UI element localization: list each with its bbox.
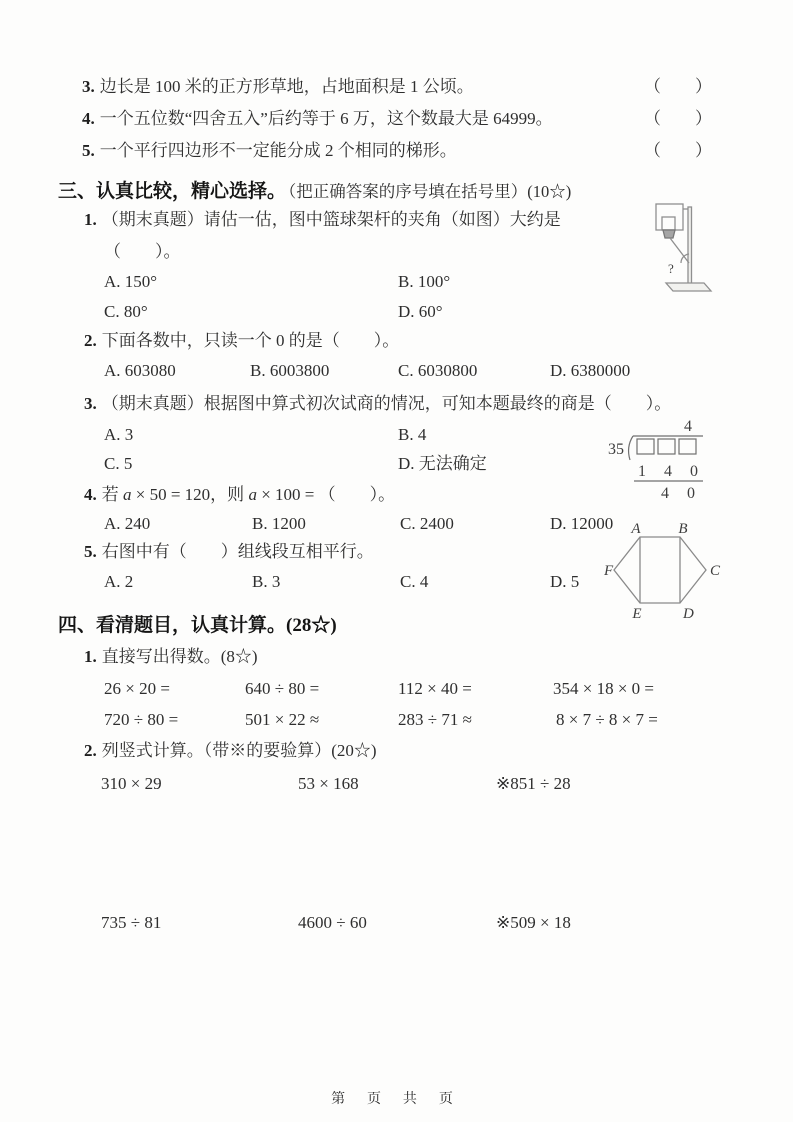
true-false-item-4: [0, 108, 793, 134]
subsection-text-group: [84, 740, 377, 761]
subsection-number: 2.: [84, 741, 97, 760]
question-number: 3.: [84, 394, 97, 413]
expression: 4600 ÷ 60: [298, 913, 367, 932]
expression: 283 ÷ 71 ≈: [398, 710, 472, 729]
oral-calc-row-2: [0, 709, 793, 735]
hexagon-figure: [604, 521, 722, 623]
vertex-label-F: F: [604, 563, 614, 579]
expression: 53 × 168: [298, 774, 359, 793]
subsection-text-group: [84, 646, 258, 667]
remainder-value: 4 0: [661, 485, 702, 501]
hexagon-outline: [614, 537, 706, 603]
subtraction-value: 1 4 0: [638, 463, 705, 480]
item-text-group: [82, 108, 553, 129]
answer-bracket: （ ）。: [104, 242, 181, 261]
option-b: B. 100°: [398, 272, 451, 291]
divisor: 35: [608, 441, 624, 458]
item-text: 一个五位数“四舍五入”后约等于 6 万，这个数最大是 64999。: [99, 109, 553, 128]
dividend-box-2: [658, 439, 675, 454]
option-b: B. 3: [252, 572, 281, 591]
question-1-options-cd: [0, 301, 793, 327]
question-3: [0, 393, 793, 419]
option-c: C. 5: [104, 454, 133, 473]
question-text-group: [84, 393, 671, 414]
item-number: 3.: [82, 77, 95, 96]
question-text-group: [84, 541, 374, 562]
expression: 26 × 20 =: [104, 679, 170, 698]
question-2-options: [0, 360, 793, 386]
section-4-heading: [0, 614, 793, 640]
pole: [688, 207, 692, 285]
question-number: 4.: [84, 485, 97, 504]
variable-a: a: [248, 485, 257, 504]
option-a: A. 2: [104, 572, 134, 591]
vertex-label-E: E: [632, 606, 642, 622]
base: [666, 283, 711, 291]
section-heading-text: [58, 180, 571, 204]
true-false-item-5: [0, 140, 793, 166]
option-b: B. 6003800: [250, 361, 330, 380]
question-text-group: [84, 330, 399, 351]
section-heading-text: [58, 614, 337, 638]
item-text: 一个平行四边形不一定能分成 2 个相同的梯形。: [99, 141, 457, 160]
answer-bracket: （ ）: [644, 141, 712, 160]
option-c: C. 6030800: [398, 361, 478, 380]
question-text: 右图中有（ ）组线段互相平行。: [101, 542, 374, 561]
question-number: 2.: [84, 331, 97, 350]
question-text-group: [84, 209, 561, 230]
question-4: [0, 484, 793, 510]
support-brace: [670, 238, 689, 263]
option-a: A. 240: [104, 514, 151, 533]
question-text-group: [84, 484, 395, 505]
subsection-text: 直接写出得数。(8☆): [101, 647, 258, 666]
dividend-box-3: [679, 439, 696, 454]
expression: 501 × 22 ≈: [245, 710, 320, 729]
expression: 112 × 40 =: [398, 679, 472, 698]
option-a: A. 3: [104, 425, 134, 444]
trial-quotient-digit: 4: [684, 418, 692, 435]
question-text: 若: [101, 485, 123, 504]
true-false-item-3: [0, 76, 793, 102]
item-number: 5.: [82, 141, 95, 160]
question-text: 下面各数中，只读一个 0 的是（ ）。: [101, 331, 400, 350]
question-number: 1.: [84, 210, 97, 229]
basketball-stand-figure: [648, 197, 718, 297]
backboard-inner-square: [662, 217, 675, 230]
answer-bracket: （ ）: [644, 109, 712, 128]
column-calc-row-2: [0, 912, 793, 938]
vertex-label-A: A: [631, 521, 641, 537]
expression: ※509 × 18: [496, 913, 571, 932]
expression: 720 ÷ 80 =: [104, 710, 179, 729]
subsection-text: 列竖式计算。（带※的要验算）(20☆): [101, 741, 377, 760]
subsection-column-calc: [0, 740, 793, 766]
question-text: （期末真题）根据图中算式初次试商的情况，可知本题最终的商是（ ）。: [101, 394, 672, 413]
option-c: C. 4: [400, 572, 429, 591]
option-d: D. 无法确定: [398, 454, 487, 473]
option-d: D. 12000: [550, 514, 614, 533]
section-score: (28☆): [286, 615, 337, 636]
angle-question-mark: ?: [668, 261, 674, 276]
answer-bracket: （ ）: [644, 77, 712, 96]
vertex-label-C: C: [710, 563, 721, 579]
expression: 8 × 7 ÷ 8 × 7 =: [556, 710, 658, 729]
question-text: （期末真题）请估一估，图中篮球架杆的夹角（如图）大约是: [101, 210, 561, 229]
vertex-label-B: B: [678, 521, 688, 537]
section-title: 三、认真比较，精心选择。: [58, 181, 287, 202]
question-2: [0, 330, 793, 356]
option-a: A. 603080: [104, 361, 176, 380]
expression: ※851 ÷ 28: [496, 774, 571, 793]
option-a: A. 150°: [104, 272, 158, 291]
expression: 640 ÷ 80 =: [245, 679, 320, 698]
option-b: B. 1200: [252, 514, 306, 533]
question-text: × 100 = （ ）。: [256, 485, 396, 504]
question-number: 5.: [84, 542, 97, 561]
oral-calc-row-1: [0, 678, 793, 704]
expression: 310 × 29: [101, 774, 162, 793]
item-text: 边长是 100 米的正方形草地，占地面积是 1 公顷。: [99, 77, 474, 96]
item-text-group: [82, 76, 474, 97]
item-number: 4.: [82, 109, 95, 128]
item-text-group: [82, 140, 457, 161]
subsection-number: 1.: [84, 647, 97, 666]
option-d: D. 6380000: [550, 361, 631, 380]
question-text: × 50 = 120，则: [131, 485, 249, 504]
dividend-box-1: [637, 439, 654, 454]
page-footer: 第 页 共 页: [331, 1090, 462, 1106]
option-d: D. 60°: [398, 302, 443, 321]
option-c: C. 80°: [104, 302, 148, 321]
subsection-oral-calc: [0, 646, 793, 672]
variable-a: a: [123, 485, 132, 504]
section-note: （把正确答案的序号填在括号里）(10☆): [288, 182, 572, 201]
expression: 735 ÷ 81: [101, 913, 162, 932]
expression: 354 × 18 × 0 =: [553, 679, 655, 698]
column-calc-row-1: [0, 773, 793, 799]
division-hook: [629, 436, 633, 460]
option-d: D. 5: [550, 572, 580, 591]
basket-net: [663, 230, 675, 238]
section-title: 四、看清题目，认真计算。: [58, 615, 287, 636]
option-c: C. 2400: [400, 514, 454, 533]
vertex-label-D: D: [683, 606, 694, 622]
option-b: B. 4: [398, 425, 427, 444]
